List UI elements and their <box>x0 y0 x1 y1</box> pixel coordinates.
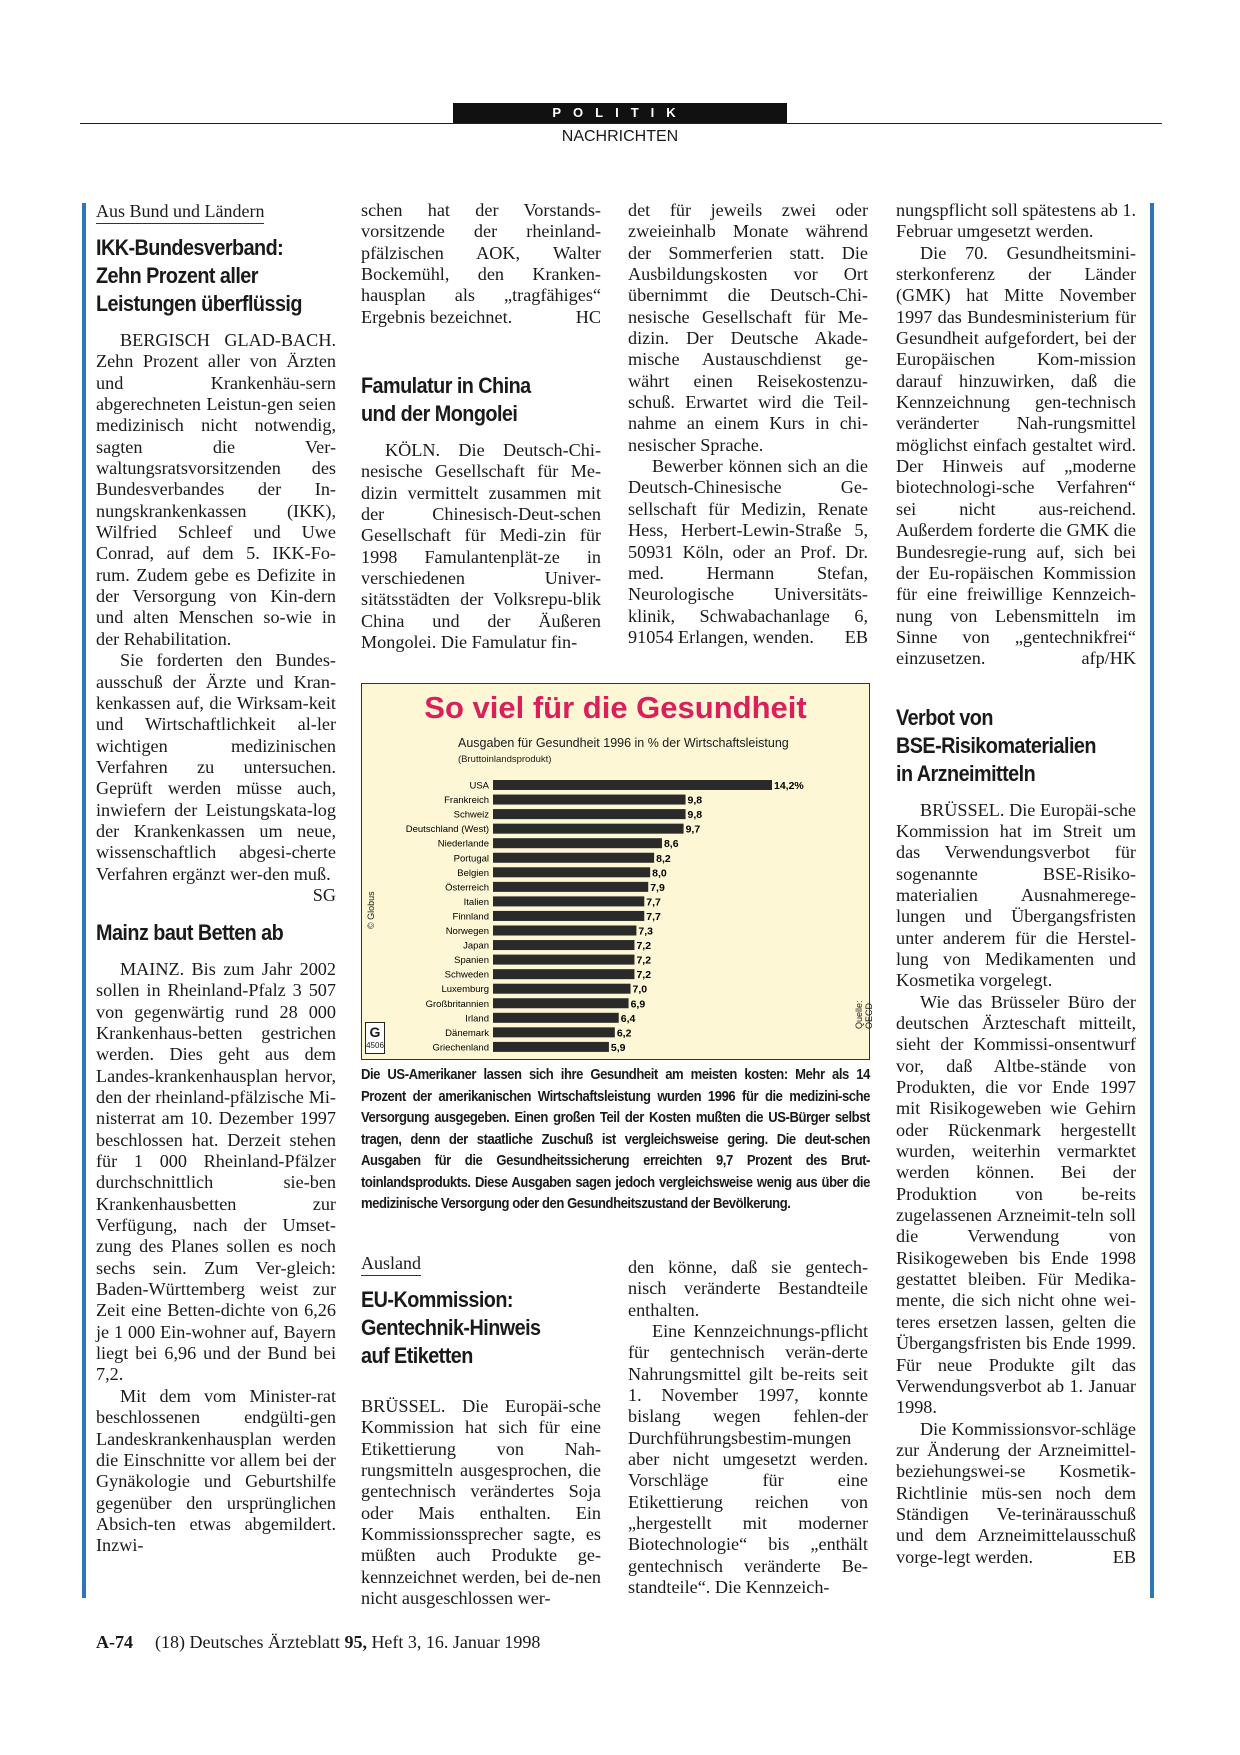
category-label: Irland <box>465 1013 489 1025</box>
paragraph: BERGISCH GLAD-BACH. Zehn Prozent aller von Ärzten und Krankenhäu-sern abgerechneten Leistun-gen seien medizinisch nicht notwendig, sagten die Ver-waltungsratsvorsitzenden des Bundesverbandes der In-nungskrankenkassen (IKK), Wilfried Schleef und Uwe Conrad, auf dem 5. IKK-Fo-rum. Zudem gebe es Defizite in der Versorgung von Kin-dern und alten Menschen so-wie in der Rehabilitation. <box>96 330 336 649</box>
chart-subtitle-note: (Bruttoinlandsprodukt) <box>458 754 552 765</box>
headline-famulatur <box>361 372 577 428</box>
paragraph: KÖLN. Die Deutsch-Chi-nesische Gesellschaft für Me-dizin vermittelt zusammen mit der Chinesisch-Deut-schen Gesellschaft für Medi-zin für 1998 Famulantenplät-ze in verschiedenen Univer-sitätsstädten der Volksrepu-blik China und der Äußeren Mongolei. Die Famulatur fin- <box>361 440 601 653</box>
bar <box>493 911 644 921</box>
globus-logo-mark: G <box>369 1024 381 1040</box>
headline-line: Leistungen überflüssig <box>96 291 302 316</box>
section-label: POLITIK <box>453 103 787 123</box>
chart-credit: © Globus <box>366 891 376 929</box>
headline-line: auf Etiketten <box>361 1343 473 1368</box>
category-label: Spanien <box>454 955 489 967</box>
chart-subtitle: Ausgaben für Gesundheit 1996 in % der Wirtschaftsleistung <box>458 736 789 750</box>
ausland-right <box>628 1257 868 1599</box>
value-label: 6,4 <box>620 1012 636 1025</box>
bar <box>493 984 631 994</box>
citation-issue: Heft 3, 16. Januar 1998 <box>366 1632 541 1652</box>
paragraph <box>628 456 868 648</box>
author-signature: HC <box>575 306 601 327</box>
bar <box>493 867 650 877</box>
headline-line: EU-Kommission: <box>361 1287 513 1312</box>
headline-line: Gentechnik-Hinweis <box>361 1315 541 1340</box>
category-label: Niederlande <box>437 838 489 850</box>
headline-line: und der Mongolei <box>361 401 518 427</box>
volume: 95, <box>344 1632 367 1652</box>
chart-code: 4506 <box>366 1041 384 1050</box>
paragraph: MAINZ. Bis zum Jahr 2002 sollen in Rheinland-Pfalz 3 507 von gegenwärtig rund 28 000 Krankenhaus-betten gestrichen werden. Dies geht aus dem Landes-krankenhausplan hervor, den der rheinland-pfälzische Mi-nisterrat am 10. Dezember 1997 beschlossen hat. Derzeit stehen für 1 000 Rheinland-Pfälzer durchschnittlich sie-ben Krankenhausbetten zur Verfügung, nach der Umset-zung des Planes sollen es noch sechs sein. Zum Ver-gleich: Baden-Württemberg weist zur Zeit eine Betten-dichte von 6,26 je 1 000 Ein-wohner auf, Bayern liegt bei 6,96 und der Bund bei 7,2. <box>96 958 336 1385</box>
headline-mainz <box>96 919 312 947</box>
paragraph <box>896 1419 1136 1568</box>
value-label: 8,0 <box>652 867 667 880</box>
paragraph-text: Sie forderten den Bundes-ausschuß der Ärzte und Kran-kenkassen auf, die Wirksam-keit und Wirtschaftlichkeit al-ler wichtigen medizinischen Verfahren zu untersuchen. Geprüft werden müsse auch, inwiefern der Leistungskata-log der Krankenkassen um neue, wissenschaftlich abgesi-cherte Verfahren ergänzt wer-den muß. <box>96 650 336 884</box>
bar <box>493 780 772 790</box>
header-rule <box>80 123 1162 124</box>
bar <box>493 955 634 965</box>
category-label: Finnland <box>452 911 489 923</box>
headline-bse <box>896 704 1112 788</box>
paragraph-text: schen hat der Vorstands-vorsitzende der rheinland-pfälzischen AOK, Walter Bockemühl, den Kranken-hausplan als „tragfähiges“ Ergebnis bezeichnet. <box>361 200 601 327</box>
category-label: Dänemark <box>445 1027 489 1039</box>
paragraph <box>361 200 601 328</box>
kicker-bund-laender: Aus Bund und Ländern <box>96 200 264 224</box>
bar <box>493 853 654 863</box>
citation: (18) Deutsches Ärzteblatt <box>155 1632 345 1652</box>
category-label: Belgien <box>457 867 489 879</box>
bar <box>493 1013 619 1023</box>
bar <box>493 969 634 979</box>
value-label: 9,8 <box>687 809 703 822</box>
author-signature: afp/HK <box>1081 648 1136 669</box>
column-4 <box>896 200 1136 1568</box>
category-label: Schweiz <box>453 809 489 821</box>
bar <box>493 926 636 936</box>
bar <box>493 809 686 819</box>
value-label: 7,9 <box>650 881 665 894</box>
right-margin-bar <box>1150 203 1154 1598</box>
chart-source: Quelle: OECD <box>854 1000 874 1029</box>
paragraph: det für jeweils zwei oder zweieinhalb Monate während der Sommerferien statt. Die Ausbildungskosten vor Ort übernimmt die Deutsch-Chi-nesische Gesellschaft für Me-dizin. Der Deutsche Akade-mische Austauschdienst ge-währt einen Reisekostenzu-schuß. Erwartet wird die Teil-nahme an einem Kurs in chi-nesischer Sprache. <box>628 200 868 455</box>
headline-line: BSE-Risikomaterialien <box>896 732 1096 758</box>
headline-line: Famulatur in China <box>361 373 531 399</box>
author-signature: EB <box>844 626 868 647</box>
bar <box>493 1027 615 1037</box>
paragraph: Wie das Brüsseler Büro der deutschen Ärzteschaft mitteilt, sieht der Kommissi-onsentwurf vor, daß Altbe-stände von Produkten, die vor Ende 1997 mit Risikogeweben wie Gehirn oder Rückenmark hergestellt wurden, weiterhin vermarktet werden können. Bei der Produktion von be-reits zugelassenen Arzneimit-teln soll die Verwendung von Risikogeweben bis Ende 1998 gestattet bleiben. Für Medika-mente, die sich nicht ohne wei-teres ersetzen lassen, gelten die Übergangsfristen bis Ende 1999. Für neue Produkte gilt das Verwendungsverbot ab 1. Januar 1998. <box>896 991 1136 1418</box>
category-label: Österreich <box>445 882 489 894</box>
paragraph: Mit dem vom Minister-rat beschlossenen endgülti-gen Landeskrankenhausplan werden die Einschnitte vor allem bei der Gynäkologie und Geburtshilfe gegenüber den ursprünglichen Absich-ten etwas abgemildert. Inzwi- <box>96 1385 336 1556</box>
chart-title: So viel für die Gesundheit <box>424 690 807 725</box>
paragraph <box>896 243 1136 670</box>
value-label: 7,0 <box>632 983 648 996</box>
bar <box>493 795 686 805</box>
bar <box>493 824 684 834</box>
category-label: USA <box>469 780 489 792</box>
bar <box>493 882 648 892</box>
headline-line: Mainz baut Betten ab <box>96 919 284 945</box>
author-signature: SG <box>312 884 336 905</box>
paragraph: den könne, daß sie gentech-nisch veränderte Bestandteile enthalten. <box>628 1257 868 1320</box>
health-spending-chart <box>361 683 874 1060</box>
category-label: Portugal <box>453 853 489 865</box>
bar <box>493 1042 609 1052</box>
value-label: 7,3 <box>638 925 654 938</box>
category-label: Japan <box>463 940 489 952</box>
bar <box>493 940 634 950</box>
headline-eu-kommission <box>361 1286 577 1370</box>
category-label: Großbritannien <box>425 998 489 1010</box>
headline-ikk <box>96 234 312 318</box>
paragraph: BRÜSSEL. Die Europäi-sche Kommission hat sich für eine Etikettierung von Nah-rungsmitteln ausgesprochen, die gentechnisch verändertes Soja oder Mais enthalten. Ein Kommissionssprecher sagte, es müßten auch Produkte ge-kennzeichnet werden, bei de-nen nicht ausgeschlossen wer- <box>361 1396 601 1609</box>
value-label: 6,9 <box>630 998 646 1011</box>
paragraph: Eine Kennzeichnungs-pflicht für gentechnisch verän-derte Nahrungsmittel gilt be-reits seit 1. November 1997, konnte bislang wegen fehlen-der Durchführungsbestim-mungen aber nicht umgesetzt werden. Vorschläge für eine Etikettierung reichen von „hergestellt mit moderner Biotechnologie“ bis „enthält gentechnisch veränderte Be-standteile“. Die Kennzeich- <box>628 1321 868 1598</box>
category-label: Norwegen <box>445 926 489 937</box>
column-1 <box>96 200 336 1557</box>
globus-logo <box>365 1022 385 1054</box>
paragraph-text: Bewerber können sich an die Deutsch-Chinesische Ge-sellschaft für Medizin, Renate Hess, Herbert-Lewin-Straße 5, 50931 Köln, oder an Prof. Dr. med. Hermann Stefan, Neurologische Universitäts-klinik, Schwabachanlage 6, 91054 Erlangen, wenden. <box>628 456 868 647</box>
value-label: 7,2 <box>636 940 652 953</box>
chart-plot <box>362 684 869 1059</box>
category-label: Schweden <box>444 969 489 981</box>
paragraph: BRÜSSEL. Die Europäi-sche Kommission hat im Streit um das Verwendungsverbot für sogenannte BSE-Risiko-materialien Ausnahmerege-lungen und Übergangsfristen unter anderem für die Herstel-lung von Medikamenten und Kosmetika vorgelegt. <box>896 799 1136 991</box>
value-label: 6,2 <box>616 1027 632 1040</box>
bar <box>493 896 644 906</box>
value-label: 7,7 <box>646 910 661 923</box>
category-label: Luxemburg <box>441 984 489 996</box>
paragraph <box>96 650 336 905</box>
author-signature: EB <box>1112 1546 1136 1567</box>
page-number: A-74 <box>96 1632 133 1652</box>
value-label: 5,9 <box>610 1041 626 1054</box>
category-label: Italien <box>463 896 489 908</box>
left-margin-bar <box>82 203 86 1598</box>
category-label: Deutschland (West) <box>405 824 489 836</box>
value-label: 7,2 <box>636 969 652 982</box>
chart-caption: Die US-Amerikaner lassen sich ihre Gesundheit am meisten kosten: Mehr als 14 Prozent der amerikanischen Wirtschaftsleistung wurden 1996 für die medizini-sche Versorgung ausgegeben. Einen großen Teil der Kosten mußten die US-Bürger selbst tragen, denn der staatliche Zuschuß ist vergleichsweise gering. Die deut-schen Ausgaben für die Gesundheitssicherung erreichten 9,7 Prozent des Brut-toinlandsprodukts. Diese Ausgaben sagen jedoch vergleichsweise wenig aus über die medizinische Versorgung oder den Gesundheitszustand der Bevölkerung. <box>361 1066 870 1212</box>
subsection-label: NACHRICHTEN <box>561 128 679 145</box>
kicker-ausland: Ausland <box>361 1252 421 1276</box>
category-label: Frankreich <box>444 795 489 807</box>
headline-line: Zehn Prozent aller <box>96 263 258 288</box>
page-footer <box>96 1632 540 1653</box>
column-3 <box>628 200 868 648</box>
column-2 <box>361 200 601 654</box>
headline-line: in Arzneimitteln <box>896 760 1036 786</box>
headline-line: IKK-Bundesverband: <box>96 235 284 260</box>
paragraph-text: Die 70. Gesundheitsmini-sterkonferenz der Länder (GMK) hat Mitte November 1997 das Bundesministerium für Gesundheit aufgefordert, bei der Europäischen Kom-mission darauf hinzuwirken, daß die Kennzeichnung gen-technisch veränderter Nah-rungsmittel möglichst einfach gestaltet wird. Der Hinweis auf „moderne biotechnologi-sche Verfahren“ sei nicht aus-reichend. Außerdem forderte die GMK die Bundesregie-rung auf, sich bei der Eu-ropäischen Kommission für eine freiwillige Kennzeich-nung von Lebensmitteln im Sinne von „gentechnikfrei“ einzusetzen. <box>896 242 1136 669</box>
value-label: 14,2% <box>774 780 804 792</box>
paragraph-text: Die Kommissionsvor-schläge zur Änderung der Arzneimittel- beziehungswei-se Kosmetik-Richtlinie müs-sen noch dem Ständigen Ve-terinärausschuß und dem Arzneimittelausschuß vorge-legt werden. <box>896 1418 1136 1567</box>
value-label: 8,6 <box>663 838 679 851</box>
headline-line: Verbot von <box>896 704 993 730</box>
value-label: 7,2 <box>636 954 652 967</box>
value-label: 9,7 <box>685 823 701 836</box>
bar <box>493 838 662 848</box>
category-label: Griechenland <box>432 1042 489 1054</box>
ausland-left <box>361 1252 601 1609</box>
value-label: 9,8 <box>687 794 703 807</box>
value-label: 8,2 <box>656 852 671 865</box>
paragraph: nungspflicht soll spätestens ab 1. Februar umgesetzt werden. <box>896 200 1136 242</box>
value-label: 7,7 <box>646 896 661 909</box>
bar <box>493 998 629 1008</box>
